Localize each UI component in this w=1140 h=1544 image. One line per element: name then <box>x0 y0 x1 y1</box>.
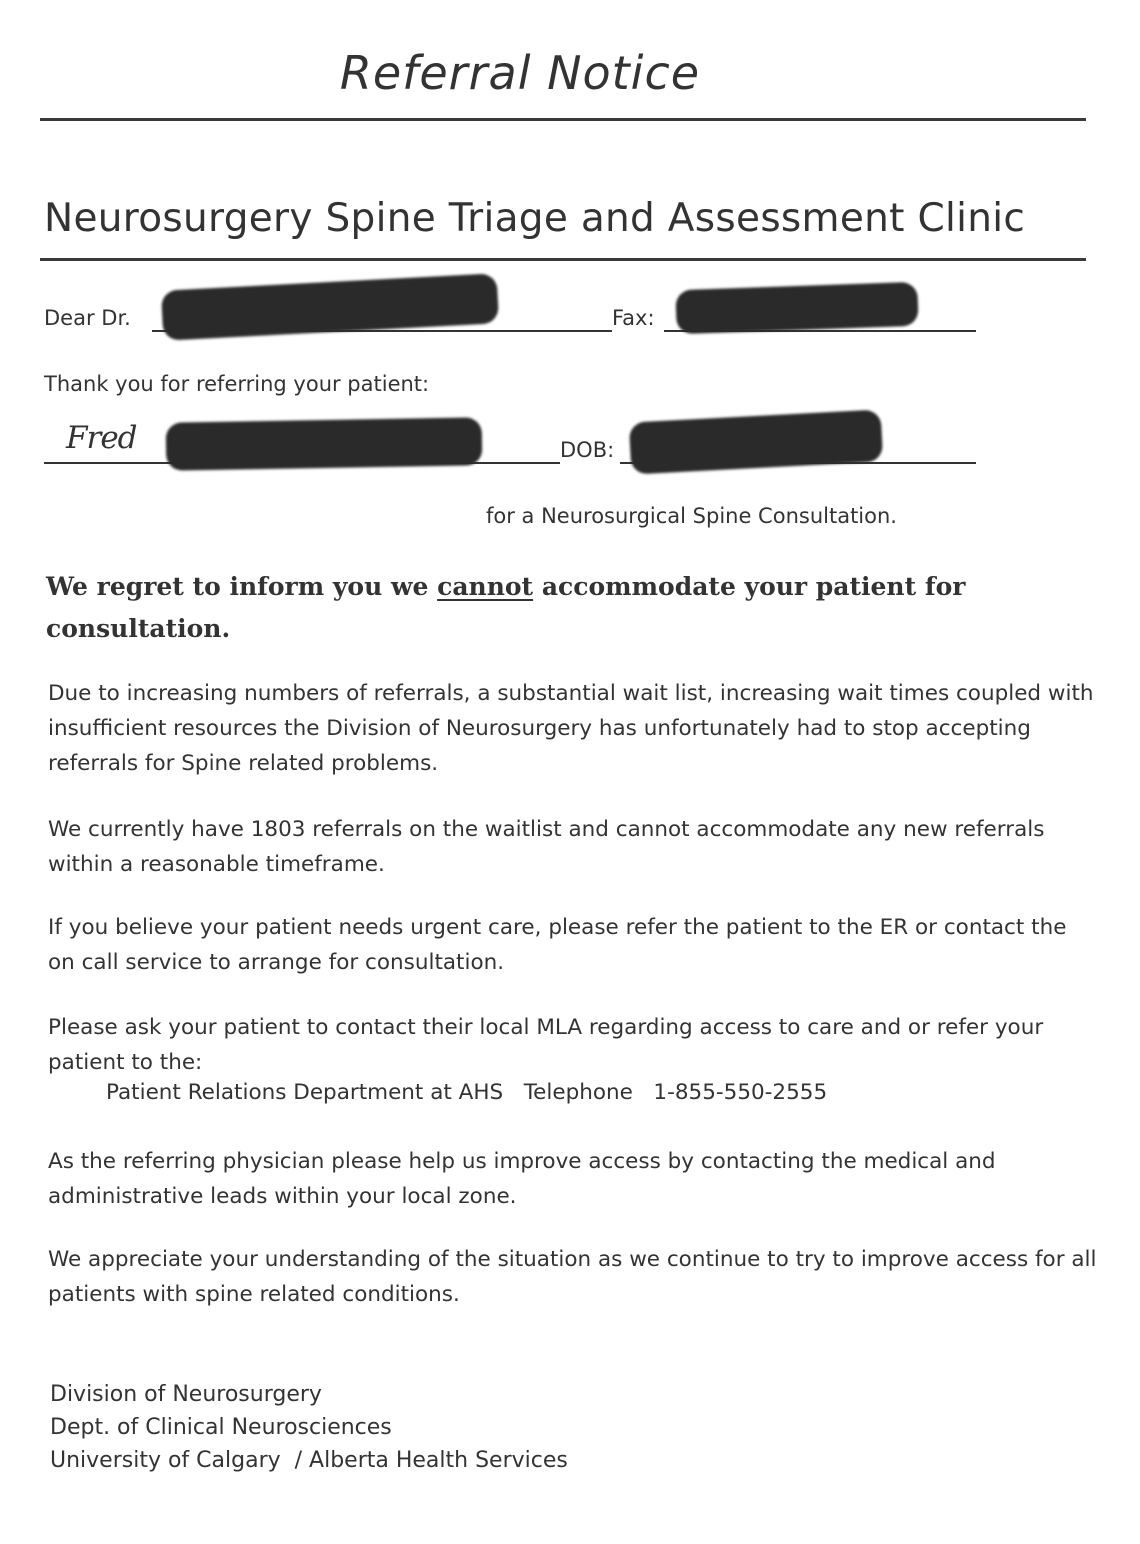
patient-relations-dept: Patient Relations Department at AHS <box>106 1080 504 1105</box>
paragraph-waitlist: We currently have 1803 referrals on the waitlist and cannot accommodate any new referrals within a reasonable timeframe. <box>48 817 1045 877</box>
paragraph-appreciation: We appreciate your understanding of the situation as we continue to try to improve access for all patients with spine related conditions. <box>48 1247 1097 1307</box>
paragraph-urgent-care: If you believe your patient needs urgent care, please refer the patient to the ER or contact the on call service to arrange for consultation. <box>48 915 1067 975</box>
paragraph-improve-access: As the referring physician please help us improve access by contacting the medical and administrative leads within your local zone. <box>48 1149 996 1209</box>
paragraph-mla: Please ask your patient to contact their local MLA regarding access to care and or refer your patient to the: <box>48 1015 1044 1075</box>
redacted-fax-number <box>675 282 918 334</box>
notice-emphasis: cannot <box>437 572 534 601</box>
clinic-name: Neurosurgery Spine Triage and Assessment Clinic <box>44 196 1026 241</box>
thanks-line: Thank you for referring your patient: <box>44 372 430 396</box>
telephone-number: 1-855-550-2555 <box>653 1080 828 1105</box>
dob-label: DOB: <box>560 438 615 462</box>
patient-relations-line <box>106 1080 827 1105</box>
fax-label: Fax: <box>612 306 655 330</box>
page-title: Referral Notice <box>339 46 701 100</box>
patient-first-name: Fred <box>66 420 137 456</box>
regret-notice <box>46 566 1096 650</box>
redacted-dob <box>629 409 883 474</box>
clinic-divider <box>40 258 1086 261</box>
notice-part2: accommodate your patient for consultation. <box>46 572 966 643</box>
signature-division: Division of Neurosurgery <box>50 1382 322 1407</box>
signature-institution: University of Calgary / Alberta Health Services <box>50 1448 568 1473</box>
redacted-patient-surname <box>166 417 483 471</box>
consult-line: for a Neurosurgical Spine Consultation. <box>486 504 897 528</box>
telephone-label: Telephone <box>523 1080 633 1105</box>
signature-block <box>50 1378 568 1477</box>
signature-department: Dept. of Clinical Neurosciences <box>50 1415 392 1440</box>
notice-part1: We regret to inform you we <box>46 572 438 601</box>
paragraph-referrals: Due to increasing numbers of referrals, a substantial wait list, increasing wait times coupled with insufficient resources the Division of Neurosurgery has unfortunately had to stop accepting referrals for Spine related problems. <box>48 681 1094 776</box>
title-divider <box>40 118 1086 121</box>
dear-label: Dear Dr. <box>44 306 131 330</box>
